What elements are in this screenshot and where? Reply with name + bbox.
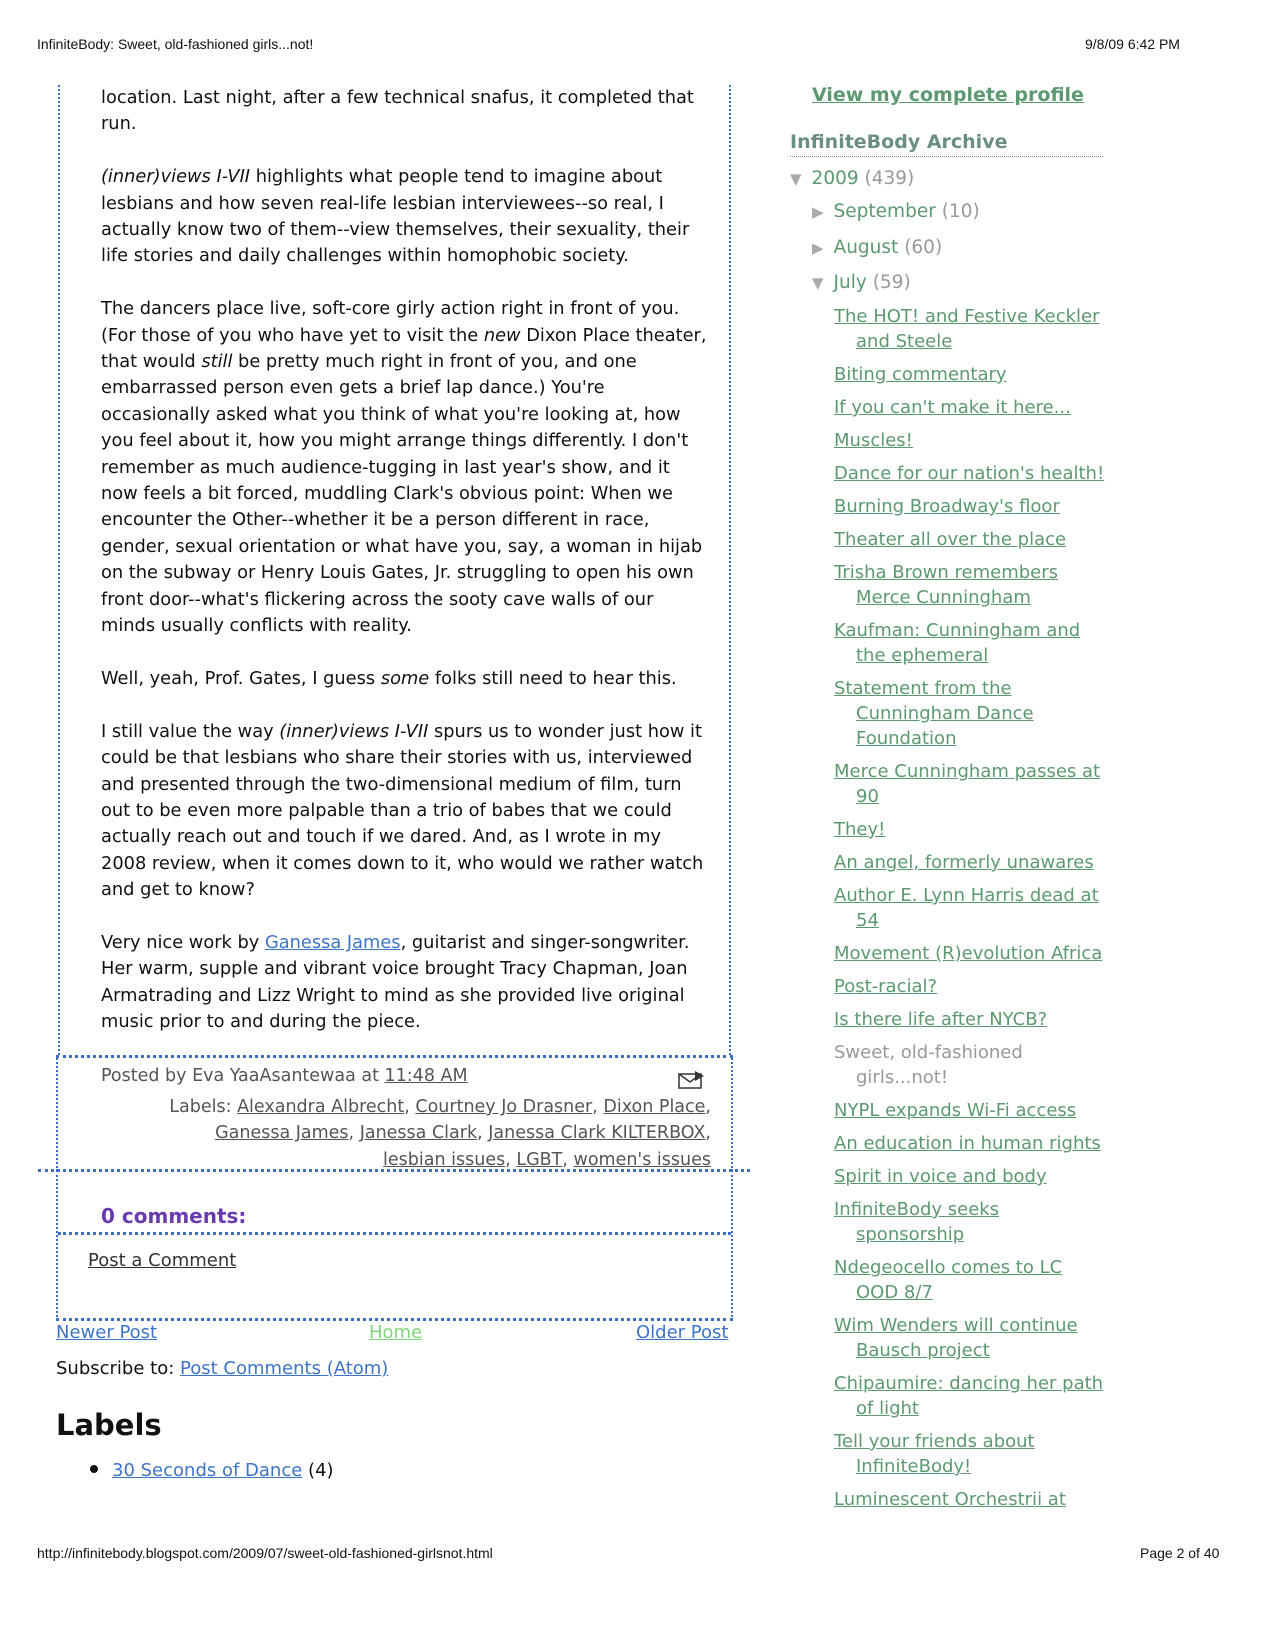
archive-month-july[interactable] (812, 272, 911, 293)
archive-post-link[interactable]: Wim Wenders will continue Bausch project (834, 1315, 1078, 1361)
p2-text: highlights what people tend to imagine about lesbians and how seven real-life lesbian interviewees--so real, I actually know two of them--view themselves, their sexuality, their life stories and daily challenges within homophobic society. (101, 166, 690, 267)
archive-post-item: Sweet, old-fashioned girls...not! (834, 1042, 1023, 1088)
paragraph-5 (101, 719, 711, 904)
archive-post-link[interactable]: Spirit in voice and body (834, 1166, 1047, 1187)
archive-post-item[interactable] (834, 676, 1109, 751)
archive-post-item[interactable] (834, 941, 1109, 966)
archive-post-link[interactable]: The HOT! and Festive Keckler and Steele (834, 306, 1100, 352)
ganessa-james-link[interactable]: Ganessa James (264, 931, 401, 953)
archive-post-link[interactable]: An education in human rights (834, 1133, 1101, 1154)
archive-post-link[interactable]: Theater all over the place (834, 529, 1067, 550)
archive-post-item[interactable] (834, 560, 1109, 610)
p2-em: (inner)views I-VII (101, 166, 251, 188)
post-label-link[interactable]: lesbian issues (383, 1149, 506, 1170)
label-count: (4) (308, 1460, 334, 1481)
archive-post-link[interactable]: Movement (R)evolution Africa (834, 943, 1103, 964)
archive-post-link[interactable]: Tell your friends about InfiniteBody! (834, 1431, 1035, 1477)
label-link[interactable]: 30 Seconds of Dance (112, 1460, 303, 1481)
posted-by-text: Posted by Eva YaaAsantewaa at (101, 1066, 385, 1086)
print-header-title: InfiniteBody: Sweet, old-fashioned girls...not! (37, 36, 314, 52)
paragraph-3 (101, 296, 711, 639)
archive-post-link[interactable]: Ndegeocello comes to LC OOD 8/7 (834, 1257, 1063, 1303)
month-label[interactable]: September (833, 201, 936, 222)
archive-post-link[interactable]: Author E. Lynn Harris dead at 54 (834, 885, 1099, 931)
p3-em-2: still (201, 351, 233, 373)
newer-post-link[interactable]: Newer Post (56, 1322, 158, 1343)
archive-post-item[interactable] (834, 1098, 1109, 1123)
p3-text-b: Dixon Place theater, that would (101, 324, 707, 373)
p3-em-1: new (483, 324, 521, 346)
bullet-icon (90, 1465, 98, 1473)
post-label-link[interactable]: Janessa Clark KILTERBOX (488, 1123, 706, 1144)
archive-post-link[interactable]: If you can't make it here... (834, 397, 1071, 418)
paragraph-2 (101, 164, 711, 270)
archive-post-item[interactable] (834, 1313, 1109, 1363)
post-timestamp-link[interactable]: 11:48 AM (384, 1066, 468, 1086)
labels-heading: Labels (56, 1408, 162, 1442)
post-comments-atom-link[interactable]: Post Comments (Atom) (180, 1358, 389, 1379)
archive-post-item[interactable] (834, 304, 1109, 354)
archive-post-item[interactable] (834, 759, 1109, 809)
archive-post-item[interactable] (834, 883, 1109, 933)
archive-post-item[interactable] (834, 362, 1109, 387)
comments-heading: 0 comments: (101, 1204, 247, 1228)
year-label[interactable]: 2009 (811, 168, 859, 189)
archive-post-item[interactable] (834, 817, 1109, 842)
archive-post-link[interactable]: An angel, formerly unawares (834, 852, 1094, 873)
archive-post-item[interactable] (834, 1131, 1109, 1156)
archive-post-link[interactable]: They! (834, 819, 886, 840)
post-body (101, 85, 711, 1062)
post-label-link[interactable]: Courtney Jo Drasner (415, 1097, 593, 1117)
post-labels: Labels: Alexandra Albrecht, Courtney Jo Drasner, Dixon Place, Ganessa James, Janessa Clark, Janessa Clark KILTERBOX, lesbian issues, LGBT, women's issues (169, 1097, 711, 1170)
year-count: (439) (864, 168, 915, 189)
archive-post-item[interactable] (834, 1429, 1109, 1479)
archive-post-item[interactable] (834, 1164, 1109, 1189)
month-count: (59) (872, 272, 911, 293)
post-label-link[interactable]: Dixon Place (603, 1097, 706, 1117)
p6-text-b: , guitarist and singer-songwriter. Her warm, supple and vibrant voice brought Tracy Chapman, Joan Armatrading and Lizz Wright to mind as she provided live original music prior to and during the piece. (101, 931, 690, 1033)
paragraph-1 (101, 85, 711, 138)
paragraph-4 (101, 666, 711, 692)
archive-month-september[interactable] (812, 201, 980, 222)
triangle-down-icon[interactable]: ▼ (790, 170, 802, 188)
subscribe-prefix: Subscribe to: (56, 1358, 181, 1379)
archive-post-item[interactable] (834, 428, 1109, 453)
p5-text-b: spurs us to wonder just how it could be that lesbians who share their stories with us, interviewed and presented through the two-dimensional medium of film, turn out to be even more palpable than a trio of babes that we could actually reach out and touch if we dared. And, as I wrote in my 2008 review, when it comes down to it, who would we rather watch and get to know? (101, 720, 704, 901)
print-footer-url: http://infinitebody.blogspot.com/2009/07/sweet-old-fashioned-girlsnot.html (37, 1545, 493, 1561)
p3-text-a: The dancers place live, soft-core girly action right in front of you. (For those of you who have yet to visit the (101, 298, 680, 346)
post-label-link[interactable]: women's issues (573, 1149, 711, 1170)
month-label[interactable]: July (833, 272, 867, 293)
archive-post-link[interactable]: InfiniteBody seeks sponsorship (834, 1199, 1000, 1245)
print-header-datetime: 9/8/09 6:42 PM (1085, 36, 1180, 52)
archive-post-link[interactable]: Statement from the Cunningham Dance Foundation (834, 678, 1034, 749)
month-count: (10) (941, 201, 980, 222)
archive-post-link[interactable]: Chipaumire: dancing her path of light (834, 1373, 1104, 1419)
comments-section (56, 1170, 733, 1321)
archive-post-link[interactable]: Dance for our nation's health! (834, 463, 1105, 484)
paragraph-6 (101, 930, 711, 1036)
post-footer (56, 1055, 733, 1171)
archive-post-item[interactable] (834, 494, 1109, 519)
home-link[interactable]: Home (369, 1322, 423, 1343)
july-posts-list (834, 304, 1109, 1520)
p4-text-b: folks still need to hear this. (429, 667, 677, 689)
comments-separator (58, 1232, 731, 1235)
archive-post-link[interactable]: Muscles! (834, 430, 913, 451)
triangle-right-icon[interactable]: ▶ (812, 203, 824, 221)
post-right-border (729, 85, 731, 1055)
archive-post-link[interactable]: Luminescent Orchestrii at (834, 1489, 1066, 1510)
archive-post-item[interactable] (834, 974, 1109, 999)
archive-year-2009[interactable] (790, 168, 914, 189)
labels-prefix: Labels: (169, 1097, 238, 1117)
posted-by-line (101, 1066, 468, 1086)
print-footer-page: Page 2 of 40 (1140, 1545, 1220, 1561)
archive-post-link[interactable]: NYPL expands Wi-Fi access (834, 1100, 1077, 1121)
archive-post-item[interactable] (834, 618, 1109, 668)
archive-month-august[interactable] (812, 237, 942, 258)
post-column (58, 85, 731, 1055)
archive-post-link[interactable]: Is there life after NYCB? (834, 1009, 1048, 1030)
p5-em: (inner)views I-VII (279, 720, 429, 742)
archive-post-item[interactable] (834, 527, 1109, 552)
archive-post-link[interactable]: Kaufman: Cunningham and the ephemeral (834, 620, 1081, 666)
p4-em: some (380, 667, 430, 689)
month-count: (60) (904, 237, 943, 258)
post-a-comment-link[interactable]: Post a Comment (88, 1250, 237, 1271)
label-list-item (90, 1460, 334, 1481)
subscribe-line (56, 1358, 388, 1379)
archive-post-item[interactable] (834, 1007, 1109, 1032)
archive-post-item[interactable] (834, 850, 1109, 875)
archive-post-item[interactable] (834, 1197, 1109, 1247)
p1-text: location. Last night, after a few technical snafus, it completed that run. (101, 87, 694, 135)
archive-post-link[interactable]: Trisha Brown remembers Merce Cunningham (834, 562, 1059, 608)
archive-post-item[interactable] (834, 1371, 1109, 1421)
triangle-down-icon[interactable]: ▼ (812, 274, 824, 292)
older-post-link[interactable]: Older Post (636, 1322, 729, 1343)
archive-post-item[interactable] (834, 1255, 1109, 1305)
email-post-icon[interactable] (678, 1071, 704, 1089)
post-label-link[interactable]: Ganessa James (215, 1123, 349, 1144)
archive-post-link[interactable]: Merce Cunningham passes at 90 (834, 761, 1101, 807)
p3-text-c: be pretty much right in front of you, and one embarrassed person even gets a brief lap dance.) You're occasionally asked what you think of what you're looking at, how you feel about it, how you might arrange things differently. I don't remember as much audience-tugging in last year's show, and it now feels a bit forced, muddling Clark's obvious point: When we encounter the Other--whether it be a person different in race, gender, sexual orientation or what have you, say, a woman in hijab on the subway or Henry Louis Gates, Jr. struggling to open his own front door--what's flickering across the sooty cave walls of our minds usually conflicts with reality. (101, 351, 703, 637)
archive-heading: InfiniteBody Archive (790, 131, 1103, 157)
post-left-border (58, 85, 60, 1055)
p4-text-a: Well, yeah, Prof. Gates, I guess (101, 667, 381, 689)
archive-post-link[interactable]: Biting commentary (834, 364, 1007, 385)
view-profile-link[interactable]: View my complete profile (812, 84, 1084, 106)
post-label-link[interactable]: Janessa Clark (359, 1123, 478, 1144)
triangle-right-icon[interactable]: ▶ (812, 239, 824, 257)
post-label-link[interactable]: LGBT (516, 1149, 563, 1170)
p5-text-a: I still value the way (101, 720, 280, 742)
archive-post-item[interactable] (834, 395, 1109, 420)
post-label-link[interactable]: Alexandra Albrecht (237, 1097, 405, 1117)
month-label[interactable]: August (833, 237, 899, 258)
p6-text-a: Very nice work by (101, 931, 265, 953)
archive-post-link[interactable]: Post-racial? (834, 976, 938, 997)
archive-post-item[interactable] (834, 461, 1109, 486)
archive-post-item[interactable] (834, 1487, 1109, 1512)
archive-post-link[interactable]: Burning Broadway's floor (834, 496, 1060, 517)
